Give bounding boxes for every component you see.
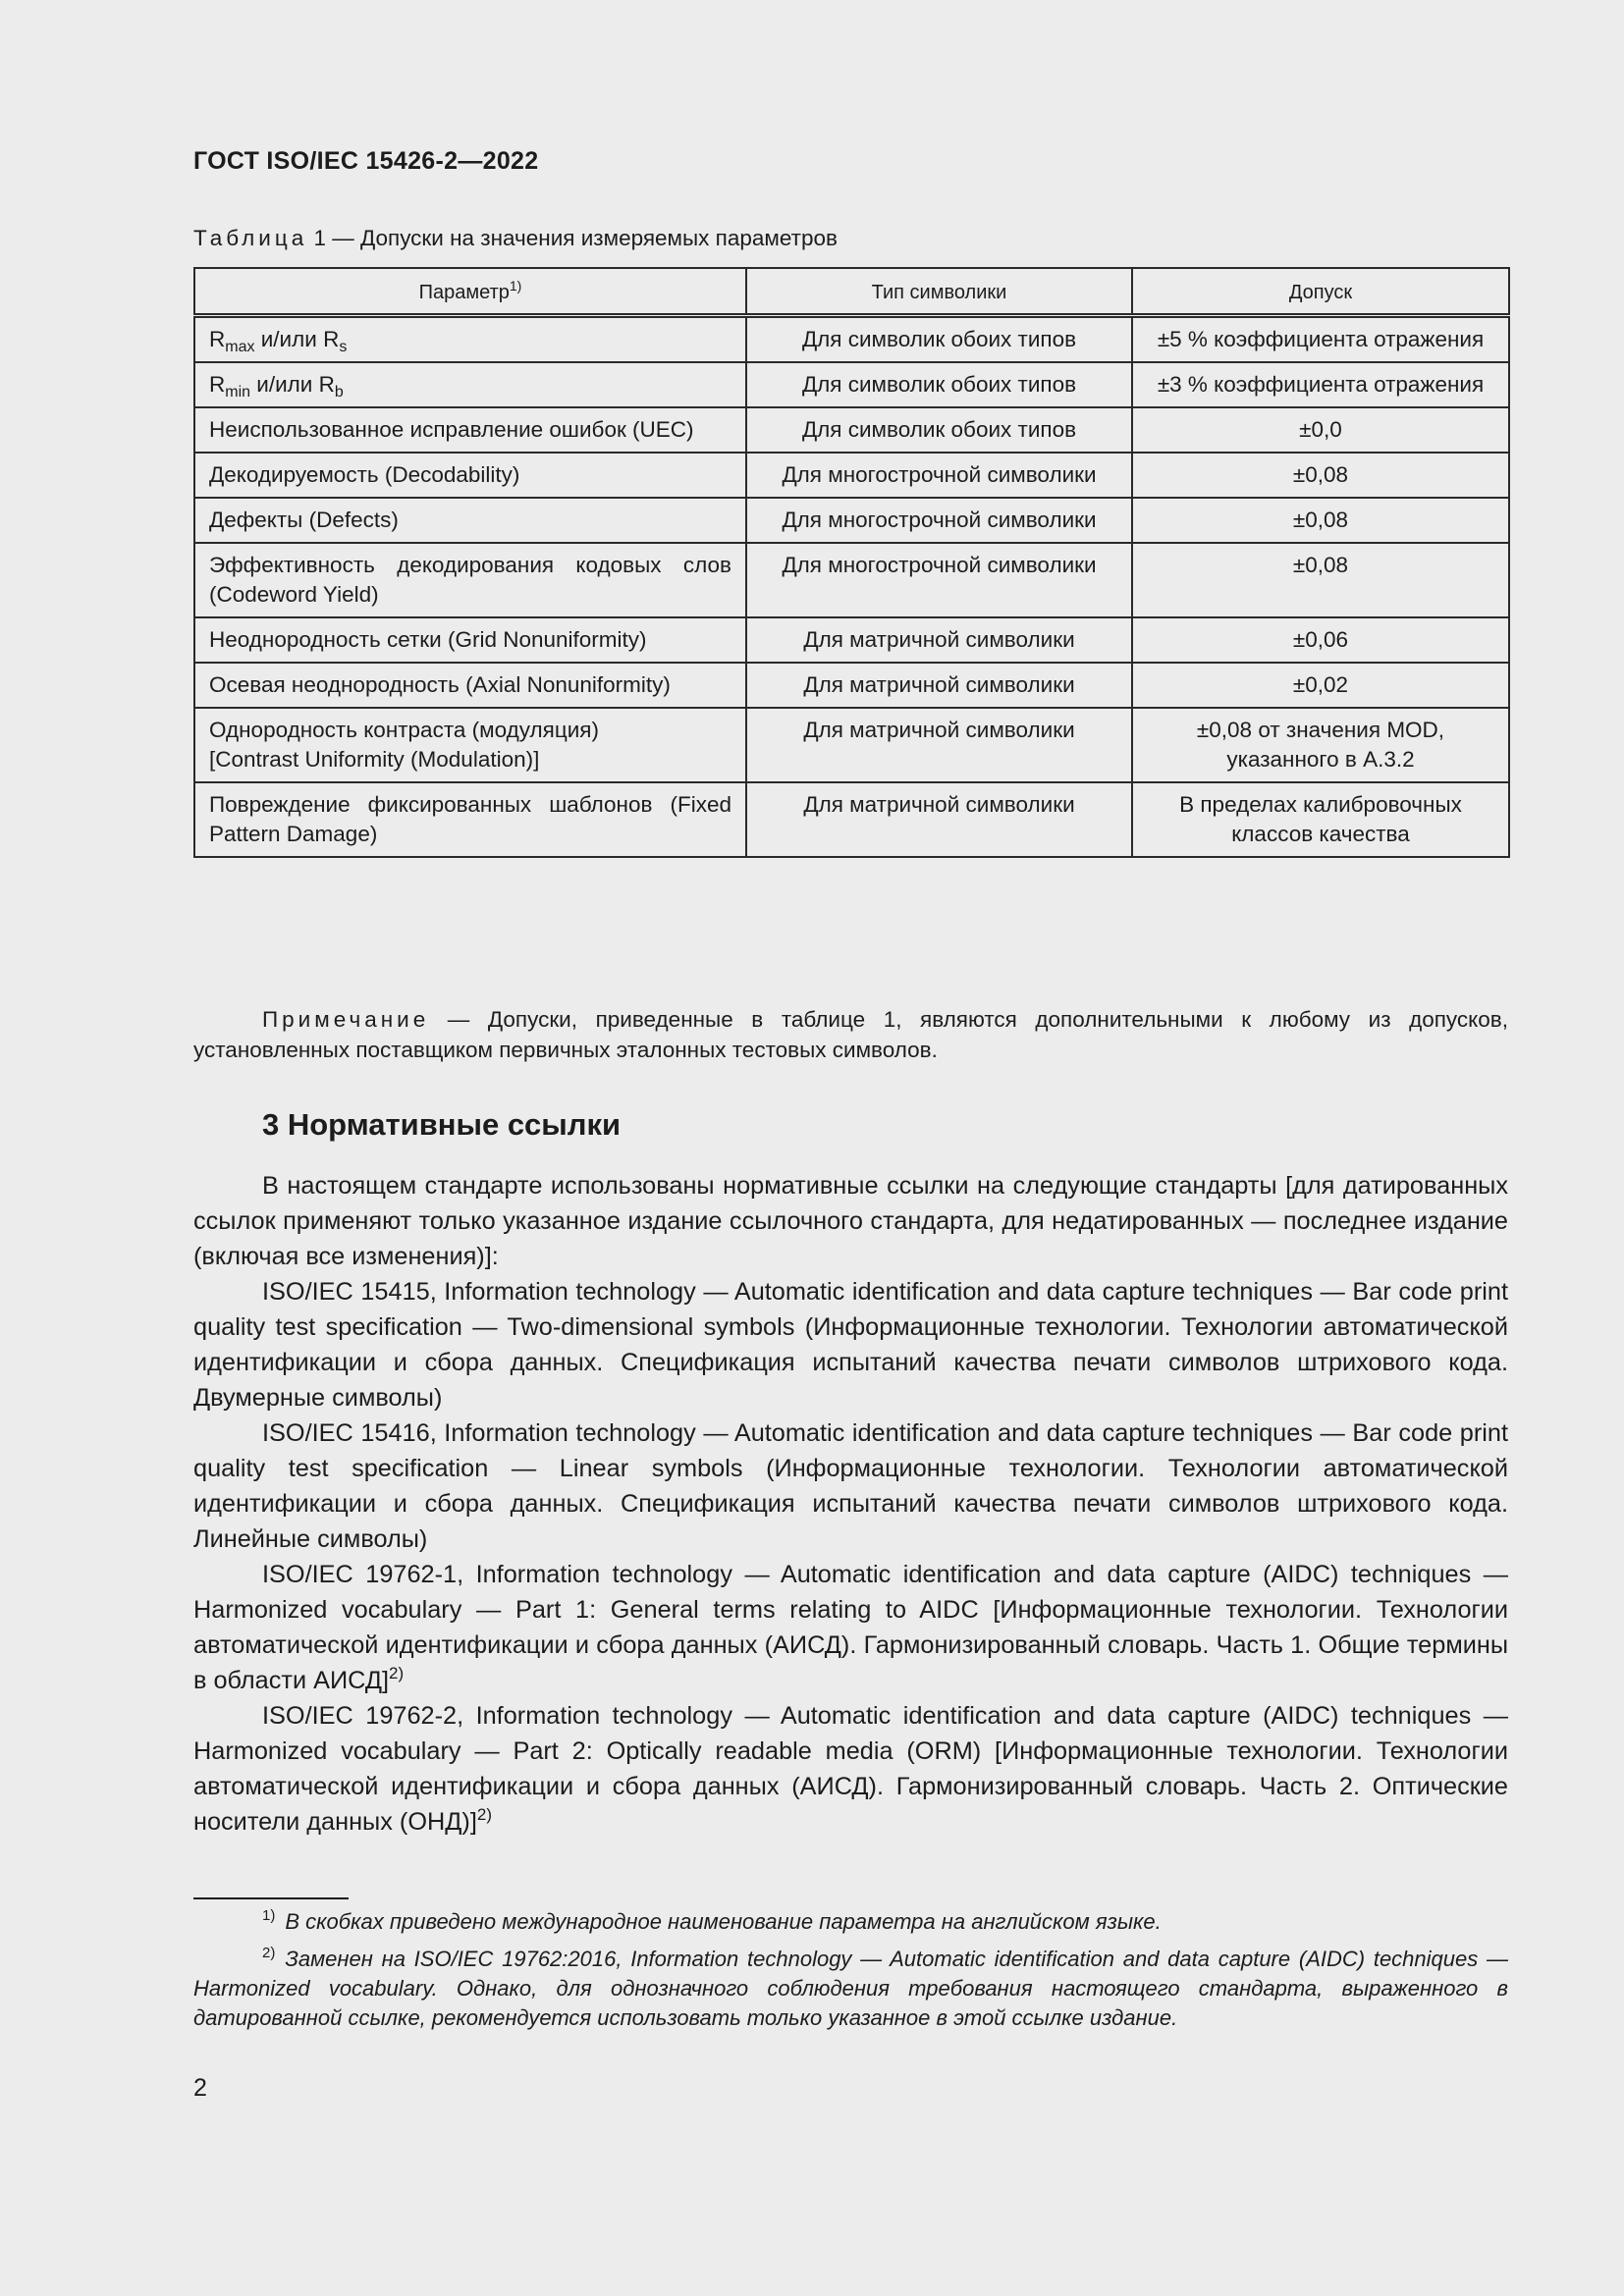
reference-paragraph: [193, 1557, 1508, 1698]
footnote-marker: 1): [262, 1907, 276, 1924]
row-symbology-type: Для многострочной символики: [746, 498, 1132, 543]
param-subscript: min: [225, 384, 251, 400]
reference-paragraph: ISO/IEC 15416, Information technology — Automatic identification and data capture techniques — Bar code print quality test specification — Linear symbols (Информационные технологии. Технологии автоматической идентификации и сбора данных. Спецификация испытаний качества печати символов штрихового кода. Линейные символы): [193, 1419, 1508, 1553]
param-subscript: max: [225, 339, 255, 355]
document-header-title: ГОСТ ISO/IEC 15426-2—2022: [193, 147, 539, 175]
param-subscript: s: [339, 339, 348, 355]
row-tolerance: ±0,08 от значения MOD, указанного в А.3.2: [1132, 708, 1509, 782]
param-symbol-joiner: и/или R: [250, 372, 335, 397]
header-parameter-footnote-marker: 1): [509, 278, 522, 294]
table-row: [194, 617, 1509, 663]
row-tolerance: ±5 % коэффициента отражения: [1132, 316, 1509, 363]
table-row: [194, 316, 1509, 363]
header-parameter-label: Параметр: [418, 282, 510, 303]
table-row: [194, 708, 1509, 782]
table-row: [194, 407, 1509, 453]
reference-paragraph: ISO/IEC 15415, Information technology — Automatic identification and data capture techniques — Bar code print quality test specification — Two-dimensional symbols (Информационные технологии. Технологии автоматической идентификации и сбора данных. Спецификация испытаний качества печати символов штрихового кода. Двумерные символы): [193, 1278, 1508, 1412]
note-prefix: Примечание: [262, 1007, 430, 1032]
row-symbology-type: Для матричной символики: [746, 663, 1132, 708]
footnote-marker: 2): [262, 1945, 276, 1961]
row-symbology-type: Для многострочной символики: [746, 453, 1132, 498]
footnote-text: В скобках приведено международное наименование параметра на английском языке.: [285, 1909, 1162, 1934]
row-symbology-type: Для матричной символики: [746, 617, 1132, 663]
footnote-text: Заменен на ISO/IEC 19762:2016, Information technology — Automatic identification and data capture (AIDC) techniques — Harmonized vocabulary. Однако, для однозначного соблюдения требования настоящего стандарта, выраженного в датированной ссылке, рекомендуется использовать только указанное в этой ссылке издание.: [193, 1947, 1508, 2030]
row-parameter: [194, 708, 746, 782]
row-parameter: Декодируемость (Decodability): [194, 453, 746, 498]
section-body: [193, 1168, 1508, 1840]
reference-paragraph: [193, 1698, 1508, 1840]
row-parameter: Осевая неоднородность (Axial Nonuniformity): [194, 663, 746, 708]
footnote-separator: [193, 1897, 349, 1899]
row-parameter: Неоднородность сетки (Grid Nonuniformity): [194, 617, 746, 663]
table-row: [194, 543, 1509, 617]
row-symbology-type: Для символик обоих типов: [746, 407, 1132, 453]
table-row: [194, 362, 1509, 407]
header-symbology-type: Тип символики: [746, 268, 1132, 316]
table-header-row: [194, 268, 1509, 316]
row-symbology-type: Для символик обоих типов: [746, 362, 1132, 407]
footnote-marker: 2): [389, 1664, 405, 1682]
table-caption: [193, 226, 838, 251]
row-parameter: [194, 362, 746, 407]
param-symbol: R: [209, 372, 226, 397]
table-row: [194, 663, 1509, 708]
table-row: [194, 498, 1509, 543]
param-symbol-joiner: и/или R: [254, 327, 340, 351]
footnotes: [193, 1907, 1508, 2041]
table-caption-prefix: Таблица: [193, 226, 308, 250]
row-parameter: Повреждение фиксированных шаблонов (Fixed Pattern Damage): [194, 782, 746, 857]
row-tolerance: ±0,02: [1132, 663, 1509, 708]
table-row: [194, 453, 1509, 498]
row-symbology-type: Для символик обоих типов: [746, 316, 1132, 363]
footnote-marker: 2): [476, 1805, 492, 1824]
reference-text: ISO/IEC 19762-2, Information technology — Automatic identification and data capture (AIDC) techniques — Harmonized vocabulary — Part 2: Optically readable media (ORM) [Информационные технологии. Технологии автоматической идентификации и сбора данных (АИСД). Гармонизированный словарь. Часть 2. Оптические носители данных (ОНД)]: [193, 1702, 1508, 1836]
row-tolerance: ±0,0: [1132, 407, 1509, 453]
header-tolerance: Допуск: [1132, 268, 1509, 316]
row-tolerance: ±0,06: [1132, 617, 1509, 663]
row-tolerance: ±0,08: [1132, 498, 1509, 543]
table-note: [193, 1004, 1508, 1065]
row-parameter: Дефекты (Defects): [194, 498, 746, 543]
page-number: 2: [193, 2074, 207, 2102]
row-symbology-type: Для многострочной символики: [746, 543, 1132, 617]
row-tolerance: ±3 % коэффициента отражения: [1132, 362, 1509, 407]
row-parameter: [194, 316, 746, 363]
header-parameter: [194, 268, 746, 316]
footnote: [193, 1907, 1508, 1937]
body-paragraph: В настоящем стандарте использованы нормативные ссылки на следующие стандарты [для датированных ссылок применяют только указанное издание ссылочного стандарта, для недатированных — последнее издание (включая все изменения)]:: [193, 1172, 1508, 1270]
row-parameter: Эффективность декодирования кодовых слов (Codeword Yield): [194, 543, 746, 617]
row-tolerance: ±0,08: [1132, 453, 1509, 498]
row-tolerance: ±0,08: [1132, 543, 1509, 617]
table-row: [194, 782, 1509, 857]
row-parameter: Неиспользованное исправление ошибок (UEC): [194, 407, 746, 453]
row-symbology-type: Для матричной символики: [746, 708, 1132, 782]
note-text: — Допуски, приведенные в таблице 1, являются дополнительными к любому из допусков, установленных поставщиком первичных эталонных тестовых символов.: [193, 1007, 1508, 1062]
param-subscript: b: [334, 384, 344, 400]
section-heading: 3 Нормативные ссылки: [262, 1107, 622, 1142]
row-tolerance: В пределах калибровочных классов качества: [1132, 782, 1509, 857]
param-symbol: R: [209, 327, 226, 351]
tolerance-table: [193, 267, 1510, 858]
param-line: [Contrast Uniformity (Modulation)]: [209, 747, 540, 772]
param-line: Однородность контраста (модуляция): [209, 718, 599, 742]
row-symbology-type: Для матричной символики: [746, 782, 1132, 857]
table-caption-text: 1 — Допуски на значения измеряемых параметров: [307, 226, 838, 250]
footnote: [193, 1945, 1508, 2033]
reference-text: ISO/IEC 19762-1, Information technology — Automatic identification and data capture (AIDC) techniques — Harmonized vocabulary — Part 1: General terms relating to AIDC [Информационные технологии. Технологии автоматической идентификации и сбора данных (АИСД). Гармонизированный словарь. Часть 1. Общие термины в области АИСД]: [193, 1561, 1508, 1694]
